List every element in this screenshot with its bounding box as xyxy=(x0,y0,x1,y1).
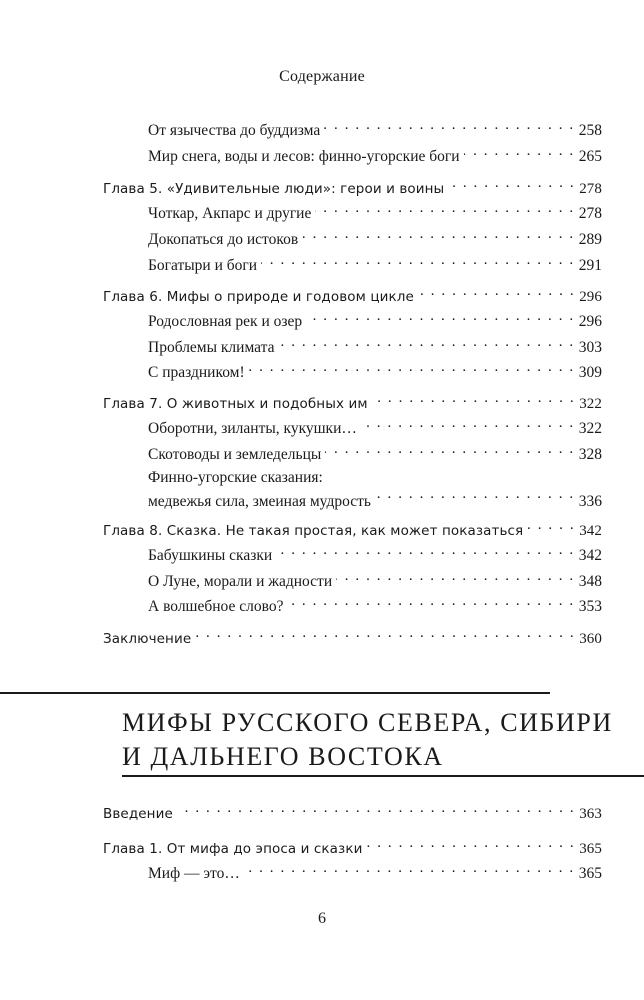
leader-dots xyxy=(249,363,575,377)
toc-entry-page: 278 xyxy=(578,205,602,222)
toc-entry-page: 353 xyxy=(578,598,602,615)
toc-entry xyxy=(148,546,602,566)
toc-entry-page: 309 xyxy=(578,364,602,381)
section-rule-bottom xyxy=(122,775,644,777)
toc-entry-page: 303 xyxy=(578,339,602,356)
toc-chapter xyxy=(103,521,602,541)
toc-entry xyxy=(148,419,602,439)
toc-entry-title: А волшебное слово? xyxy=(148,598,284,615)
toc-entry xyxy=(148,363,602,383)
toc-entry xyxy=(148,121,602,141)
leader-dots xyxy=(372,394,576,408)
leader-dots xyxy=(527,521,575,535)
leader-dots xyxy=(177,804,575,818)
toc-entry xyxy=(148,572,602,592)
leader-dots xyxy=(195,629,575,643)
toc-entry-title: Родословная рек и озер xyxy=(148,313,303,330)
toc-entry-page: 265 xyxy=(578,148,602,165)
leader-dots xyxy=(448,179,575,193)
leader-dots xyxy=(302,230,575,244)
leader-dots xyxy=(464,147,575,161)
toc-entry-title: Чоткар, Акпарс и другие xyxy=(148,205,312,222)
toc-entry-page: 342 xyxy=(579,523,602,539)
toc-entry-title: Бабушкины сказки xyxy=(148,547,273,564)
toc-entry-page: 322 xyxy=(578,420,602,437)
toc-entry-title: Докопаться до истоков xyxy=(148,231,299,248)
toc-entry-title: Оборотни, зиланты, кукушки… xyxy=(148,420,357,437)
leader-dots xyxy=(418,287,575,301)
running-head: Содержание xyxy=(279,68,365,85)
toc-entry xyxy=(148,204,602,224)
toc-entry-title: Глава 1. От мифа до эпоса и сказки xyxy=(103,841,363,857)
toc-entry-page: 336 xyxy=(578,493,602,510)
toc-entry xyxy=(148,864,602,884)
toc-chapter xyxy=(103,394,602,414)
toc-entry-page: 296 xyxy=(578,313,602,330)
toc-entry xyxy=(148,256,602,276)
section-rule-top xyxy=(0,692,550,694)
toc-entry-title: Введение xyxy=(103,806,173,822)
toc-chapter xyxy=(103,804,602,824)
leader-dots xyxy=(375,492,575,506)
toc-entry-title: Скотоводы и земледельцы xyxy=(148,446,322,463)
toc-entry-page: 342 xyxy=(578,547,602,564)
toc-entry-page: 348 xyxy=(578,573,602,590)
toc-entry-title: Глава 8. Сказка. Не такая простая, как может показаться xyxy=(103,523,524,539)
leader-dots xyxy=(276,546,575,560)
toc-chapter xyxy=(103,287,602,307)
leader-dots xyxy=(324,121,575,135)
toc-entry-title: О Луне, морали и жадности xyxy=(148,573,333,590)
toc-entry xyxy=(148,230,602,250)
toc-entry-title-line1: Финно-угорские сказания: xyxy=(148,469,323,486)
leader-dots xyxy=(325,445,574,459)
toc-entry-page: 363 xyxy=(579,806,602,822)
toc-entry xyxy=(148,147,602,167)
toc-chapter xyxy=(103,839,602,859)
leader-dots xyxy=(361,419,575,433)
toc-entry-page: 296 xyxy=(579,289,602,305)
toc-entry-title: Мир снега, воды и лесов: финно-угорские боги xyxy=(148,148,460,165)
toc-entry-page: 278 xyxy=(579,181,602,197)
leader-dots xyxy=(315,204,574,218)
toc-entry-page: 328 xyxy=(578,446,602,463)
toc-entry-title: Богатыри и боги xyxy=(148,257,258,274)
toc-entry-title: Проблемы климата xyxy=(148,339,275,356)
leader-dots xyxy=(287,597,574,611)
leader-dots xyxy=(306,312,575,326)
toc-entry-multiline xyxy=(148,466,602,514)
toc-entry-page: 289 xyxy=(578,231,602,248)
leader-dots xyxy=(261,256,575,270)
toc-chapter xyxy=(103,629,602,649)
toc-entry-title-line2: медвежья сила, змеиная мудрость xyxy=(148,493,371,510)
leader-dots xyxy=(244,864,575,878)
section-title-line1: МИФЫ РУССКОГО СЕВЕРА, СИБИРИ xyxy=(122,708,613,737)
toc-entry xyxy=(148,445,602,465)
leader-dots xyxy=(279,338,575,352)
toc-chapter xyxy=(103,179,602,199)
toc-entry-page: 258 xyxy=(578,122,602,139)
toc-entry-page: 291 xyxy=(578,257,602,274)
section-title-line2: И ДАЛЬНЕГО ВОСТОКА xyxy=(122,742,444,771)
toc-entry-title: Глава 7. О животных и подобных им xyxy=(103,396,368,412)
toc-entry-page: 365 xyxy=(578,865,602,882)
toc-entry xyxy=(148,338,602,358)
toc-entry-title: От язычества до буддизма xyxy=(148,122,321,139)
toc-entry xyxy=(148,312,602,332)
toc-entry-title: Глава 6. Мифы о природе и годовом цикле xyxy=(103,289,414,305)
toc-entry-page: 365 xyxy=(579,841,602,857)
leader-dots xyxy=(336,572,575,586)
toc-entry-page: 322 xyxy=(579,396,602,412)
toc-entry-title: Миф — это… xyxy=(148,865,240,882)
toc-entry-title: С праздником! xyxy=(148,364,245,381)
toc-entry xyxy=(148,597,602,617)
section-title xyxy=(122,706,613,774)
toc-entry-page: 360 xyxy=(579,631,602,647)
toc-entry-title: Заключение xyxy=(103,631,192,647)
page-number: 6 xyxy=(318,910,326,927)
toc-entry-title: Глава 5. «Удивительные люди»: герои и воины xyxy=(103,181,445,197)
leader-dots xyxy=(366,839,575,853)
